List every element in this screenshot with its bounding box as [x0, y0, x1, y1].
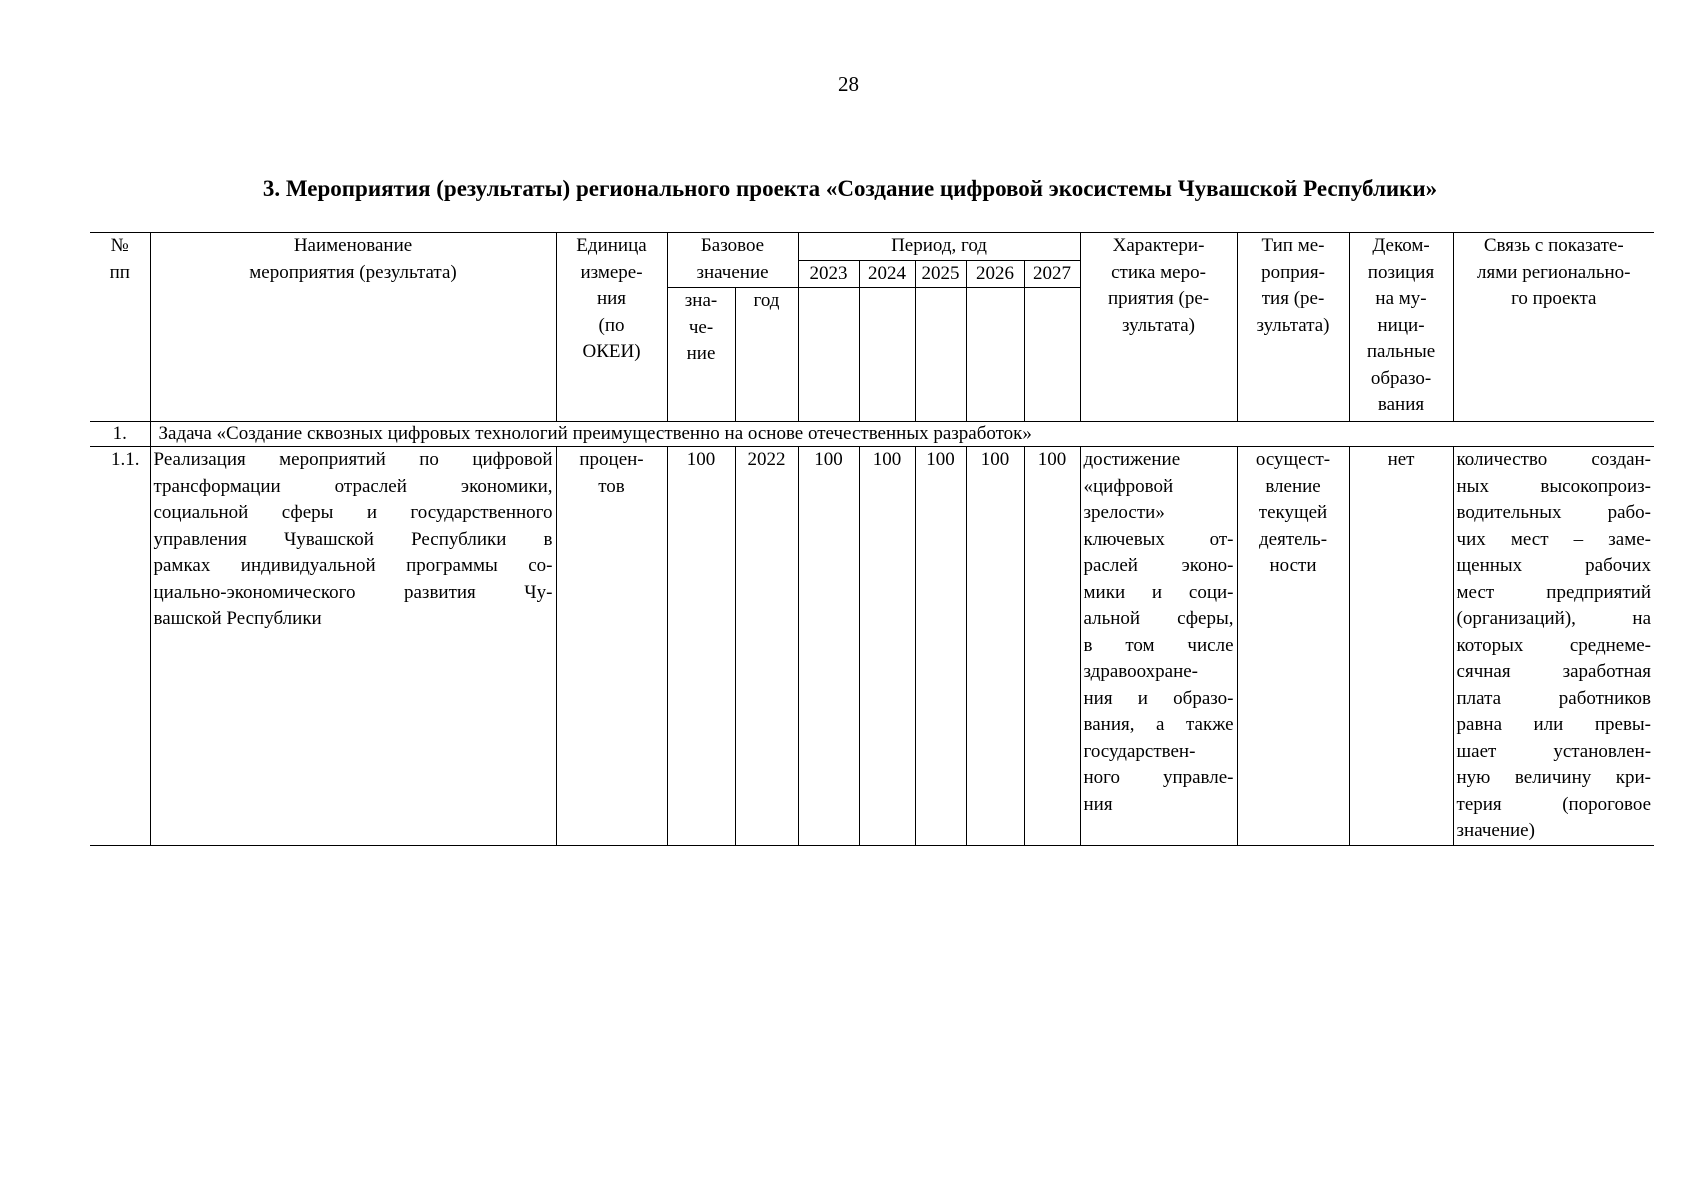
row-name-line: рамках индивидуальной программы со-: [153, 555, 553, 576]
header-unit-line: ОКЕИ): [582, 341, 641, 362]
header-base-text: Базовое значение: [696, 235, 769, 283]
header-characteristic: [1080, 233, 1237, 422]
row-decomposition: нет: [1349, 447, 1453, 846]
row-link-line: равна или превы-: [1456, 714, 1652, 735]
row-char-line: ния и образо-: [1083, 687, 1234, 709]
row-char-line: зрелости»: [1083, 502, 1165, 523]
header-num-line: №: [110, 235, 129, 256]
row-link-line: водительных рабо-: [1456, 502, 1652, 523]
header-year-2025: 2025: [915, 260, 966, 288]
header-type-line: Тип ме-: [1261, 235, 1325, 256]
row-characteristic: [1080, 447, 1237, 846]
row-type: [1237, 447, 1349, 846]
row-link-line: чих мест – заме-: [1456, 528, 1652, 550]
row-link-line: плата работников: [1456, 687, 1652, 709]
row-char-line: ния: [1083, 793, 1113, 815]
row-type-line: вление: [1265, 475, 1321, 497]
header-num: [90, 233, 150, 422]
row-value-2023: 100: [798, 447, 859, 846]
row-link-line: которых среднеме-: [1456, 634, 1652, 656]
header-decomp-line: ници-: [1377, 314, 1425, 336]
header-type-line: зультата): [1256, 314, 1330, 336]
header-link-line: го проекта: [1511, 288, 1597, 309]
row-char-line: государствен-: [1083, 740, 1196, 762]
header-base-value: [667, 288, 735, 422]
row-char-line: альной сферы,: [1083, 608, 1234, 629]
header-decomp-line: на му-: [1375, 288, 1427, 309]
row-type-line: текущей: [1258, 502, 1328, 523]
header-num-line: пп: [109, 261, 130, 283]
header-decomp-line: образо-: [1370, 367, 1432, 389]
header-char-line: приятия (ре-: [1107, 288, 1210, 309]
row-type-line: ности: [1269, 555, 1317, 576]
header-name-line: мероприятия (результата): [249, 261, 457, 283]
row-char-line: ключевых от-: [1083, 528, 1234, 550]
header-char-line: зультата): [1122, 314, 1195, 336]
row-value-2024: 100: [859, 447, 915, 846]
row-name-line: трансформации отраслей экономики,: [153, 475, 553, 497]
row-link-line: значение): [1456, 820, 1535, 841]
header-decomposition: [1349, 233, 1453, 422]
header-name-line: Наименование: [293, 235, 413, 256]
row-name: [150, 447, 556, 846]
header-unit-line: измере-: [580, 261, 643, 283]
row-num: 1.1.: [90, 447, 150, 846]
row-link-line: ных высокопроиз-: [1456, 475, 1652, 497]
header-year-2023: 2023: [798, 260, 859, 288]
header-link-line: Связь с показате-: [1483, 235, 1624, 256]
row-link-line: количество создан-: [1456, 449, 1652, 470]
row-value-2026: 100: [966, 447, 1024, 846]
table-row: [90, 447, 1654, 846]
header-decomp-line: пальные: [1366, 341, 1436, 362]
row-unit-line: тов: [598, 475, 625, 497]
row-link: [1453, 447, 1654, 846]
row-name-line: вашской Республики: [153, 608, 322, 629]
header-year-2024: 2024: [859, 260, 915, 288]
row-name-line: управления Чувашской Республики в: [153, 528, 553, 550]
section-title: 3. Мероприятия (результаты) регионального проекта «Создание цифровой экосистемы Чувашской Республики»: [262, 176, 1438, 201]
row-link-line: ную величину кри-: [1456, 767, 1652, 788]
header-period: Период, год: [798, 233, 1080, 261]
header-year-2023-body: [798, 288, 859, 422]
header-decomp-line: вания: [1377, 394, 1425, 415]
header-type-line: тия (ре-: [1261, 288, 1325, 309]
row-char-line: раслей эконо-: [1083, 555, 1234, 576]
row-link-line: сячная заработная: [1456, 661, 1652, 682]
header-year-2025-body: [915, 288, 966, 422]
header-unit-line: (по: [598, 314, 625, 336]
row-base-year: 2022: [735, 447, 798, 846]
row-char-line: ного управле-: [1083, 767, 1234, 788]
header-unit-line: Единица: [576, 235, 647, 256]
header-year-2027: 2027: [1024, 260, 1080, 288]
row-type-line: деятель-: [1258, 528, 1328, 550]
row-unit: [556, 447, 667, 846]
task-text: Задача «Создание сквозных цифровых технологий преимущественно на основе отечественных разработок»: [150, 422, 1654, 447]
row-value-2027: 100: [1024, 447, 1080, 846]
header-base-value-line: зна-: [684, 290, 718, 311]
row-type-line: осущест-: [1255, 449, 1331, 470]
row-link-line: щенных рабочих: [1456, 555, 1652, 576]
row-name-line: циально-экономического развития Чу-: [153, 581, 553, 603]
header-unit-line: ния: [596, 288, 627, 309]
row-link-line: терия (пороговое: [1456, 793, 1652, 815]
row-name-line: социальной сферы и государственного: [153, 502, 553, 523]
row-link-line: шает установлен-: [1456, 740, 1652, 762]
row-base-value: 100: [667, 447, 735, 846]
header-year-2027-body: [1024, 288, 1080, 422]
task-num: 1.: [90, 422, 150, 447]
row-char-line: в том числе: [1083, 634, 1234, 656]
row-char-line: «цифровой: [1083, 475, 1174, 497]
row-name-line: Реализация мероприятий по цифровой: [153, 449, 553, 470]
header-link-line: лями регионально-: [1477, 261, 1631, 283]
row-char-line: мики и соци-: [1083, 581, 1234, 603]
header-link: [1453, 233, 1654, 422]
header-type-line: роприя-: [1261, 261, 1325, 283]
row-value-2025: 100: [915, 447, 966, 846]
header-unit: [556, 233, 667, 422]
header-decomp-line: Деком-: [1372, 235, 1430, 256]
row-unit-line: процен-: [579, 449, 644, 470]
header-name: [150, 233, 556, 422]
page-number: 28: [838, 72, 859, 96]
row-link-line: (организаций), на: [1456, 608, 1652, 629]
header-decomp-line: позиция: [1367, 261, 1435, 283]
header-base: [667, 233, 798, 288]
row-char-line: достижение: [1083, 449, 1181, 470]
header-char-line: Характери-: [1112, 235, 1205, 256]
row-char-line: вания, а также: [1083, 714, 1234, 735]
header-type: [1237, 233, 1349, 422]
header-year-2024-body: [859, 288, 915, 422]
measures-table: [90, 232, 1654, 846]
header-year-2026: 2026: [966, 260, 1024, 288]
header-year-2026-body: [966, 288, 1024, 422]
header-char-line: стика меро-: [1111, 261, 1206, 283]
row-char-line: здравоохране-: [1083, 661, 1199, 682]
header-base-value-line: ние: [686, 343, 716, 364]
header-base-value-line: че-: [688, 316, 714, 338]
header-base-year: год: [735, 288, 798, 422]
row-link-line: мест предприятий: [1456, 581, 1652, 603]
